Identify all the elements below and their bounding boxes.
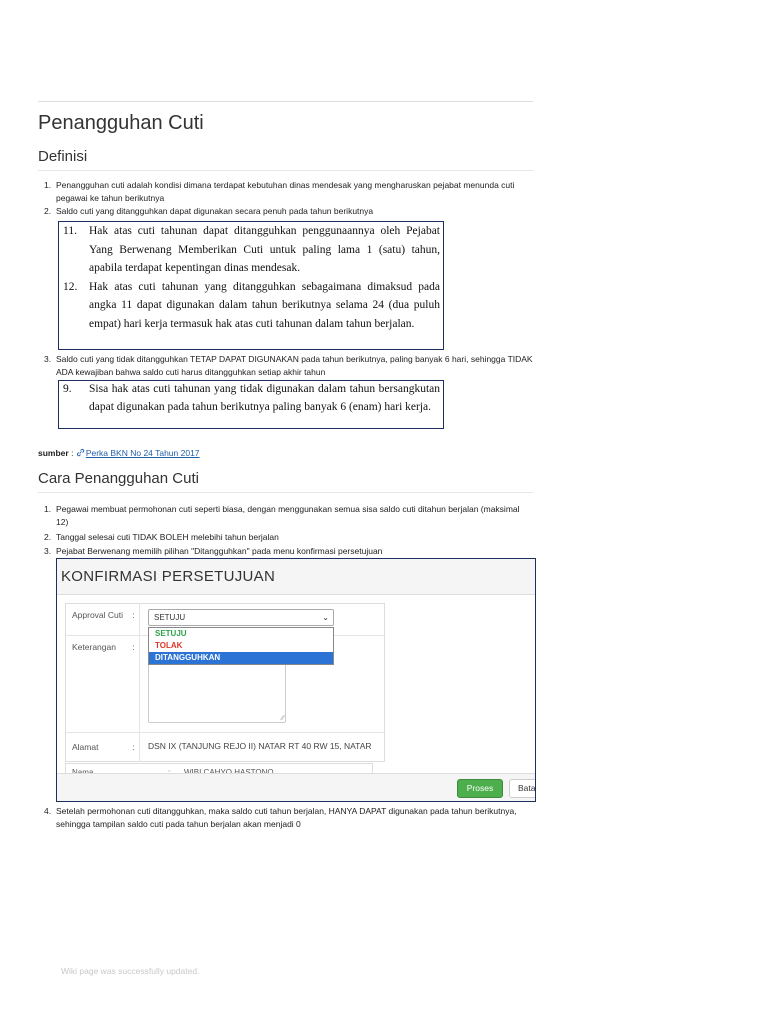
- modal-footer: [57, 773, 535, 801]
- source-line: sumber : Perka BKN No 24 Tahun 2017: [38, 448, 200, 458]
- resize-handle-icon: ∕∕: [281, 715, 284, 722]
- list-item: 2. Tanggal selesai cuti TIDAK BOLEH melebihi tahun berjalan: [44, 532, 279, 542]
- alamat-row: Alamat : DSN IX (TANJUNG REJO II) NATAR RT 40 RW 15, NATAR: [66, 733, 384, 761]
- definisi-heading: Definisi: [38, 148, 88, 165]
- option-tolak[interactable]: TOLAK: [155, 641, 183, 650]
- definisi-divider: [38, 170, 533, 171]
- approval-select[interactable]: SETUJU ⌄: [148, 609, 334, 626]
- cara-list: [38, 503, 533, 558]
- modal-header: [57, 559, 535, 595]
- list-item: 4. Setelah permohonan cuti ditangguhkan, maka saldo cuti tahun berjalan, HANYA DAPAT digunakan pada tahun berikutnya, sehingga tampilan saldo cuti pada tahun berjalan akan menjadi 0: [44, 806, 517, 829]
- link-icon: [76, 448, 85, 457]
- source-link[interactable]: Perka BKN No 24 Tahun 2017: [85, 448, 200, 458]
- definisi-list: [38, 179, 533, 218]
- chevron-down-icon: ⌄: [322, 613, 329, 622]
- approval-dropdown: [148, 627, 334, 665]
- keterangan-row: Keterangan : ∕∕: [66, 636, 384, 733]
- list-item: 1. Penangguhan cuti adalah kondisi dimana terdapat kebutuhan dinas mendesak yang mengharuskan pejabat menunda cuti pegawai ke tahun berikutnya: [44, 180, 515, 203]
- status-message: Wiki page was successfully updated.: [61, 966, 200, 976]
- quote-item: 11. Hak atas cuti tahunan dapat ditangguhkan penggunaannya oleh Pejabat Yang Berwenang Memberikan Cuti untuk paling lama 1 (satu) tahun, apabila terdapat kepentingan dinas mendesak.: [63, 225, 440, 274]
- list-item: 3. Pejabat Berwenang memilih pilihan "Ditangguhkan" pada menu konfirmasi persetujuan: [44, 546, 383, 556]
- list-item: 2. Saldo cuti yang ditangguhkan dapat digunakan secara penuh pada tahun berikutnya: [44, 206, 374, 216]
- list-item: 3. Saldo cuti yang tidak ditangguhkan TETAP DAPAT DIGUNAKAN pada tahun berikutnya, paling banyak 6 hari, sehingga TIDAK ADA kewajiban bahwa saldo cuti harus ditangguhkan setiap akhir tahun: [44, 354, 533, 377]
- option-ditangguhkan[interactable]: DITANGGUHKAN: [149, 652, 333, 664]
- quote-item: 12. Hak atas cuti tahunan yang ditangguhkan sebagaimana dimaksud pada angka 11 dapat digunakan dalam tahun berikutnya selama 24 (dua puluh empat) hari kerja termasuk hak atas cuti tahunan dalam tahun berjalan.: [63, 280, 440, 330]
- batal-button[interactable]: Bata: [509, 779, 536, 798]
- form-table: [65, 603, 385, 762]
- keterangan-label: Keterangan: [72, 642, 116, 652]
- definisi-list-cont: [38, 353, 533, 379]
- regulation-quote-2: [58, 380, 444, 429]
- proses-button[interactable]: Proses: [457, 779, 503, 798]
- alamat-label: Alamat: [72, 742, 99, 752]
- cara-heading: Cara Penangguhan Cuti: [38, 470, 199, 487]
- source-label: sumber: [38, 448, 69, 458]
- option-setuju[interactable]: SETUJU: [155, 629, 187, 638]
- top-divider: [38, 101, 533, 102]
- cara-divider: [38, 492, 533, 493]
- alamat-value: DSN IX (TANJUNG REJO II) NATAR RT 40 RW 15, NATAR: [148, 741, 372, 751]
- cara-list-cont: [38, 805, 533, 831]
- confirmation-screenshot: [56, 558, 536, 802]
- approval-row: Approval Cuti : SETUJU ⌄ SETUJU TOLAK DITANGGUHKAN: [66, 604, 384, 636]
- quote-item: 9. Sisa hak atas cuti tahunan yang tidak digunakan dalam tahun bersangkutan dapat digunakan pada tahun berikutnya paling banyak 6 (enam) hari kerja.: [63, 383, 440, 413]
- page-title: Penangguhan Cuti: [38, 112, 204, 134]
- regulation-quote-1: [58, 221, 444, 350]
- approval-label: Approval Cuti: [72, 610, 124, 620]
- modal-title: KONFIRMASI PERSETUJUAN: [61, 568, 276, 585]
- list-item: 1. Pegawai membuat permohonan cuti seperti biasa, dengan menggunakan semua sisa saldo cuti ditahun berjalan (maksimal 12): [44, 504, 520, 527]
